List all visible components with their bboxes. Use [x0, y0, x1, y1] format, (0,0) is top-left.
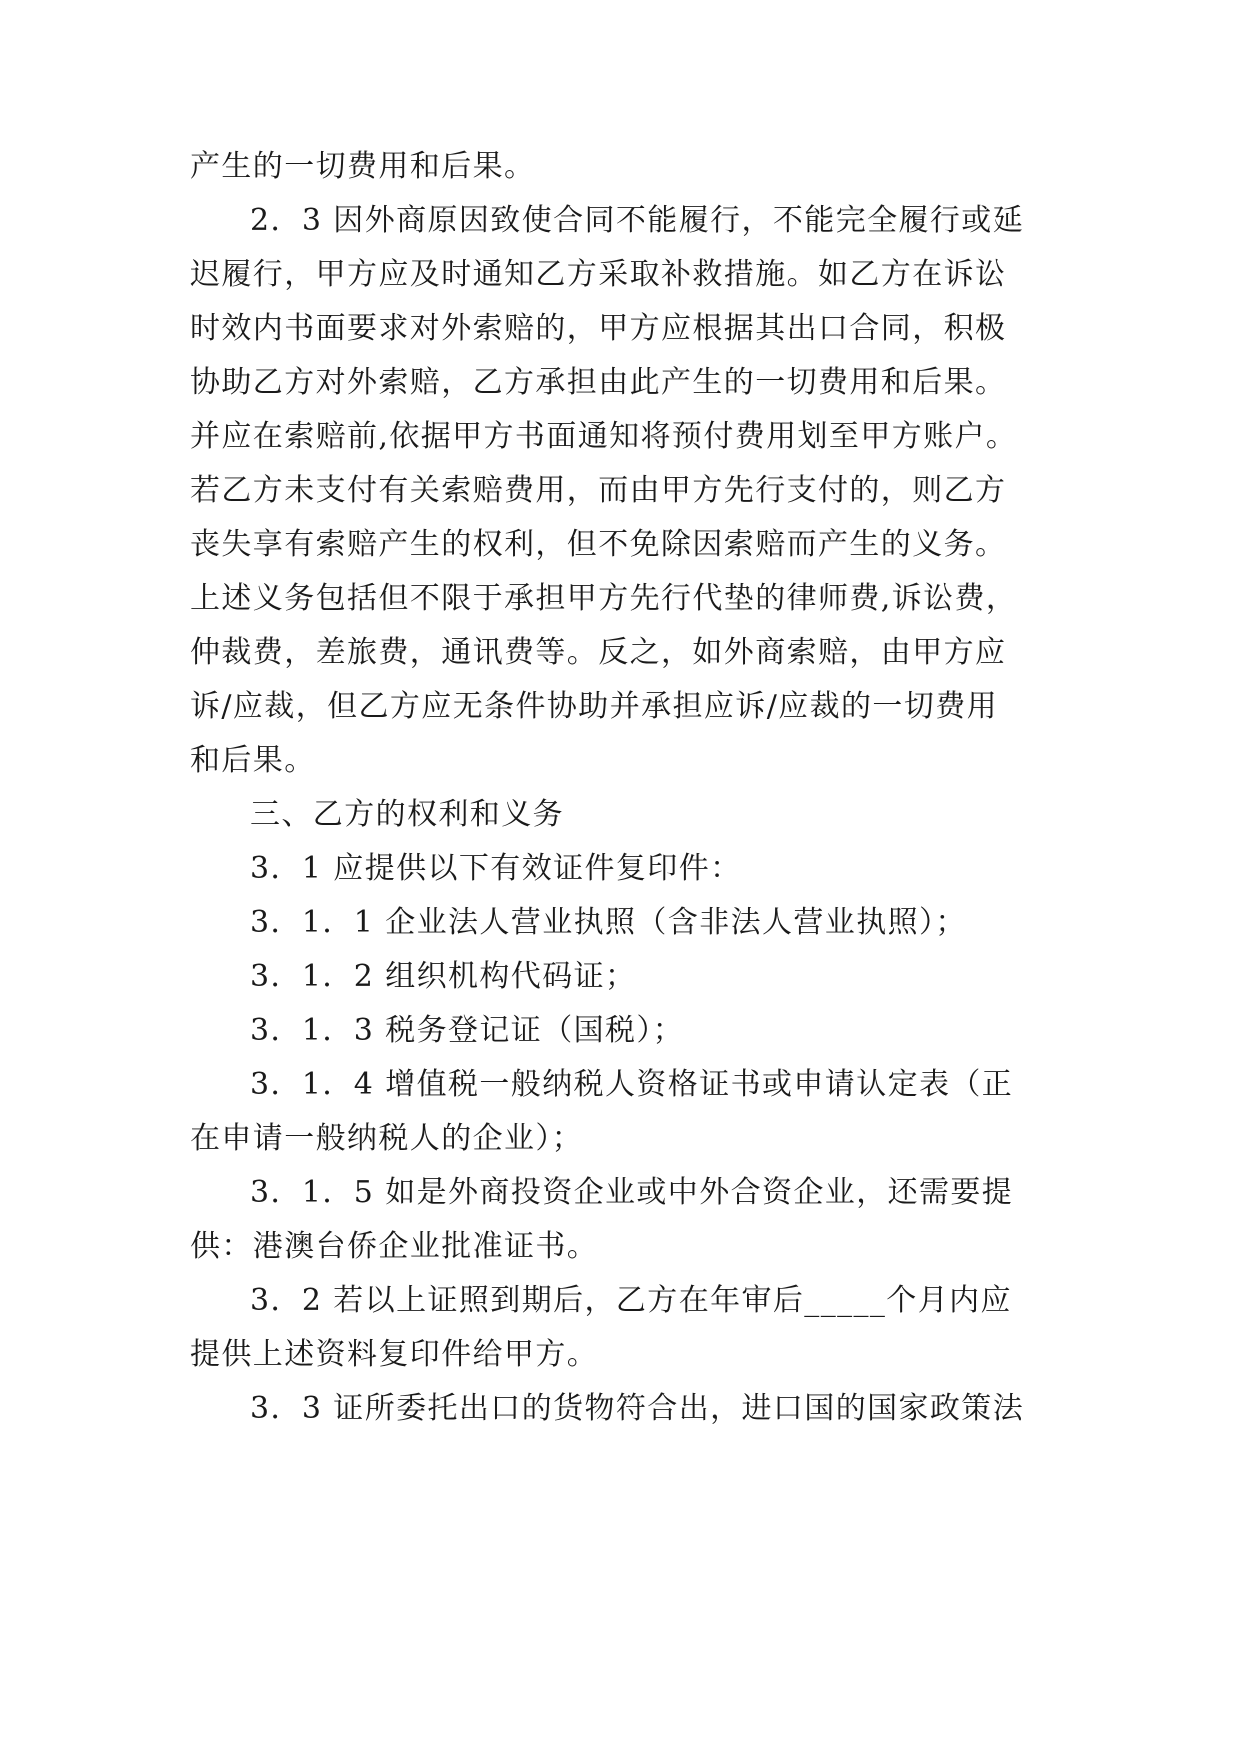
text-line: 3．1．5 如是外商投资企业或中外合资企业，还需要提 [250, 1175, 1014, 1210]
text-line: 仲裁费，差旅费，通讯费等。反之，如外商索赔，由甲方应 [190, 635, 1007, 670]
text-line: 3．1 应提供以下有效证件复印件： [250, 851, 742, 886]
text-line: 若乙方未支付有关索赔费用，而由甲方先行支付的，则乙方 [190, 473, 1007, 508]
text-line: 3．1．1 企业法人营业执照（含非法人营业执照）； [250, 905, 967, 940]
text-line: 在申请一般纳税人的企业）； [190, 1121, 584, 1156]
text-line: 3．3 证所委托出口的货物符合出，进口国的国家政策法 [250, 1391, 1025, 1426]
text-line: 迟履行，甲方应及时通知乙方采取补救措施。如乙方在诉讼 [190, 257, 1007, 292]
text-line: 丧失享有索赔产生的权利，但不免除因索赔而产生的义务。 [190, 527, 1007, 562]
text-line: 3．1．3 税务登记证（国税）； [250, 1013, 685, 1048]
text-line: 提供上述资料复印件给甲方。 [190, 1337, 599, 1372]
text-line: 时效内书面要求对外索赔的，甲方应根据其出口合同，积极 [190, 311, 1007, 346]
text-line: 3．2 若以上证照到期后，乙方在年审后_____个月内应 [250, 1283, 1012, 1318]
text-line: 3．1．2 组织机构代码证； [250, 959, 637, 994]
text-line: 2．3 因外商原因致使合同不能履行，不能完全履行或延 [250, 203, 1025, 238]
text-line: 和后果。 [190, 743, 316, 778]
text-line: 协助乙方对外索赔，乙方承担由此产生的一切费用和后果。 [190, 365, 1007, 400]
section-heading: 三、乙方的权利和义务 [250, 797, 564, 832]
text-line: 并应在索赔前,依据甲方书面通知将预付费用划至甲方账户。 [190, 419, 1018, 454]
text-line: 诉/应裁，但乙方应无条件协助并承担应诉/应裁的一切费用 [190, 689, 999, 724]
text-line: 3．1．4 增值税一般纳税人资格证书或申请认定表（正 [250, 1067, 1014, 1102]
text-line: 供：港澳台侨企业批准证书。 [190, 1229, 599, 1264]
text-line: 上述义务包括但不限于承担甲方先行代垫的律师费,诉讼费， [190, 581, 1018, 616]
text-line: 产生的一切费用和后果。 [190, 149, 536, 184]
